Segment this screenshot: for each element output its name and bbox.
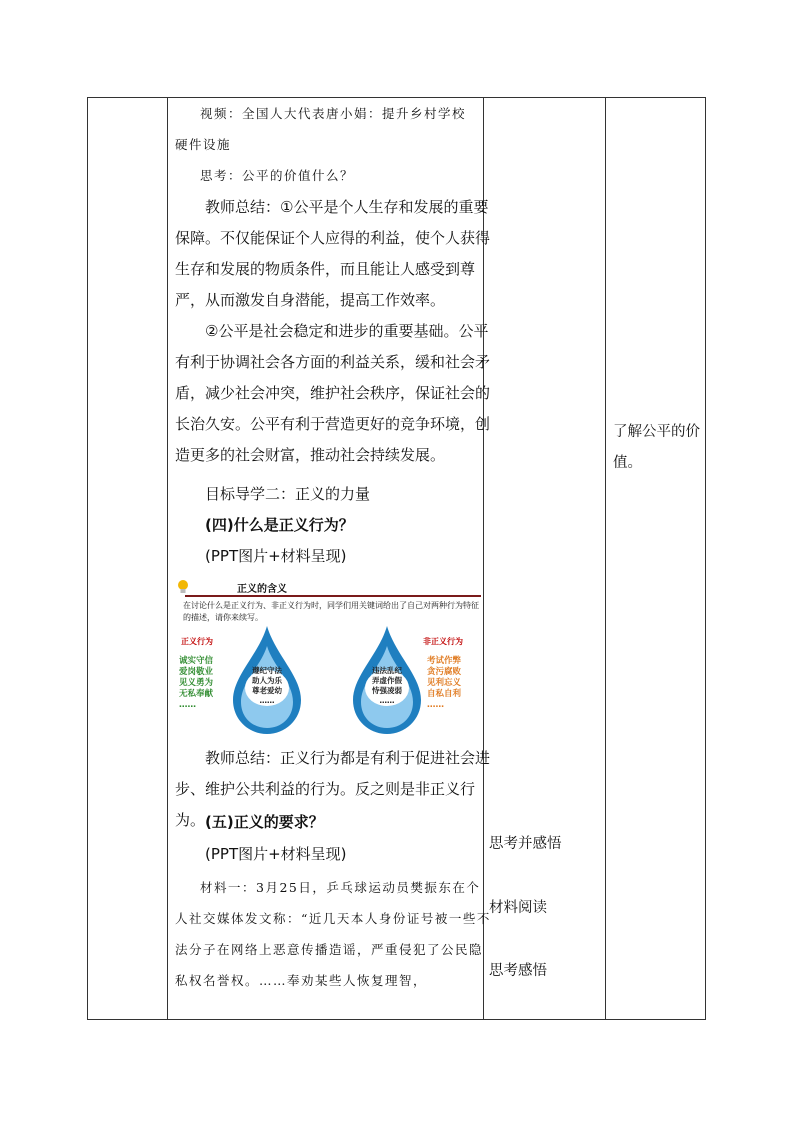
slide-image bbox=[175, 578, 481, 728]
teacher-summary-2: ②公平是社会稳定和进步的重要基础。公平有利于协调社会各方面的利益关系，缓和社会矛盾，减少社会冲突，维护社会秩序，保证社会的长治久安。公平有利于营造更好的竞争环境，创造更多的社会财富，推动社会持续发展。 bbox=[175, 322, 491, 464]
lesson-table bbox=[87, 97, 706, 1020]
unjust-behavior-label: 非正义行为 bbox=[423, 637, 463, 646]
unjust-behavior-list: 考试作弊 贪污腐败 见利忘义 自私自利 …… bbox=[427, 656, 462, 710]
teacher-summary-1: 教师总结：①公平是个人生存和发展的重要保障。不仅能保证个人应得的利益，使个人获得生存和发展的物质条件，而且能让人感受到尊严，从而激发自身潜能，提高工作效率。 bbox=[175, 198, 491, 309]
column-divider bbox=[167, 98, 168, 1019]
unjust-drop-text: 违法乱纪 弄虚作假 恃强凌弱 …… bbox=[372, 666, 402, 705]
activity-reading: 材料阅读 bbox=[489, 900, 547, 916]
video-line-cont: 硬件设施 bbox=[175, 137, 232, 152]
lightbulb-icon bbox=[177, 579, 189, 595]
just-behavior-list: 诚实守信 爱岗敬业 见义勇为 无私奉献 …… bbox=[179, 656, 214, 710]
question-5: (五)正义的要求？ bbox=[205, 813, 324, 831]
ppt-note-2: (PPT图片+材料呈现) bbox=[205, 845, 347, 863]
just-behavior-label: 正义行为 bbox=[181, 637, 213, 646]
purpose-line-1: 了解公平的价 bbox=[613, 424, 700, 440]
slide-description: 在讨论什么是正义行为、非正义行为时，同学们用关键词给出了自己对两种行为特征的描述，请你来续写。 bbox=[183, 601, 479, 622]
ppt-note-1: (PPT图片+材料呈现) bbox=[205, 547, 347, 565]
slide-title: 正义的含义 bbox=[237, 584, 287, 595]
teaching-content-column bbox=[175, 98, 491, 1019]
video-line: 视频：全国人大代表唐小娟：提升乡村学校 bbox=[200, 106, 467, 121]
activity-think-feel: 思考并感悟 bbox=[489, 836, 562, 852]
question-4: (四)什么是正义行为？ bbox=[205, 516, 354, 534]
column-divider bbox=[605, 98, 606, 1019]
purpose-line-2: 值。 bbox=[613, 455, 642, 471]
slide-title-rule bbox=[185, 595, 481, 597]
think-question: 思考：公平的价值什么？ bbox=[200, 168, 355, 183]
activity-reflect: 思考感悟 bbox=[489, 963, 547, 979]
goal-heading: 目标导学二：正义的力量 bbox=[205, 485, 371, 503]
material-1: 材料一：3月25日，乒乓球运动员樊振东在个人社交媒体发文称：“近几天本人身份证号被一些不法分子在网络上恶意传播造谣，严重侵犯了公民隐私权名誉权。……奉劝某些人恢复理智， bbox=[175, 880, 491, 988]
just-drop-text: 遵纪守法 助人为乐 尊老爱幼 …… bbox=[252, 666, 282, 705]
teacher-summary-3: 教师总结：正义行为都是有利于促进社会进步、维护公共利益的行为。反之则是非正义行为。 bbox=[175, 749, 491, 829]
